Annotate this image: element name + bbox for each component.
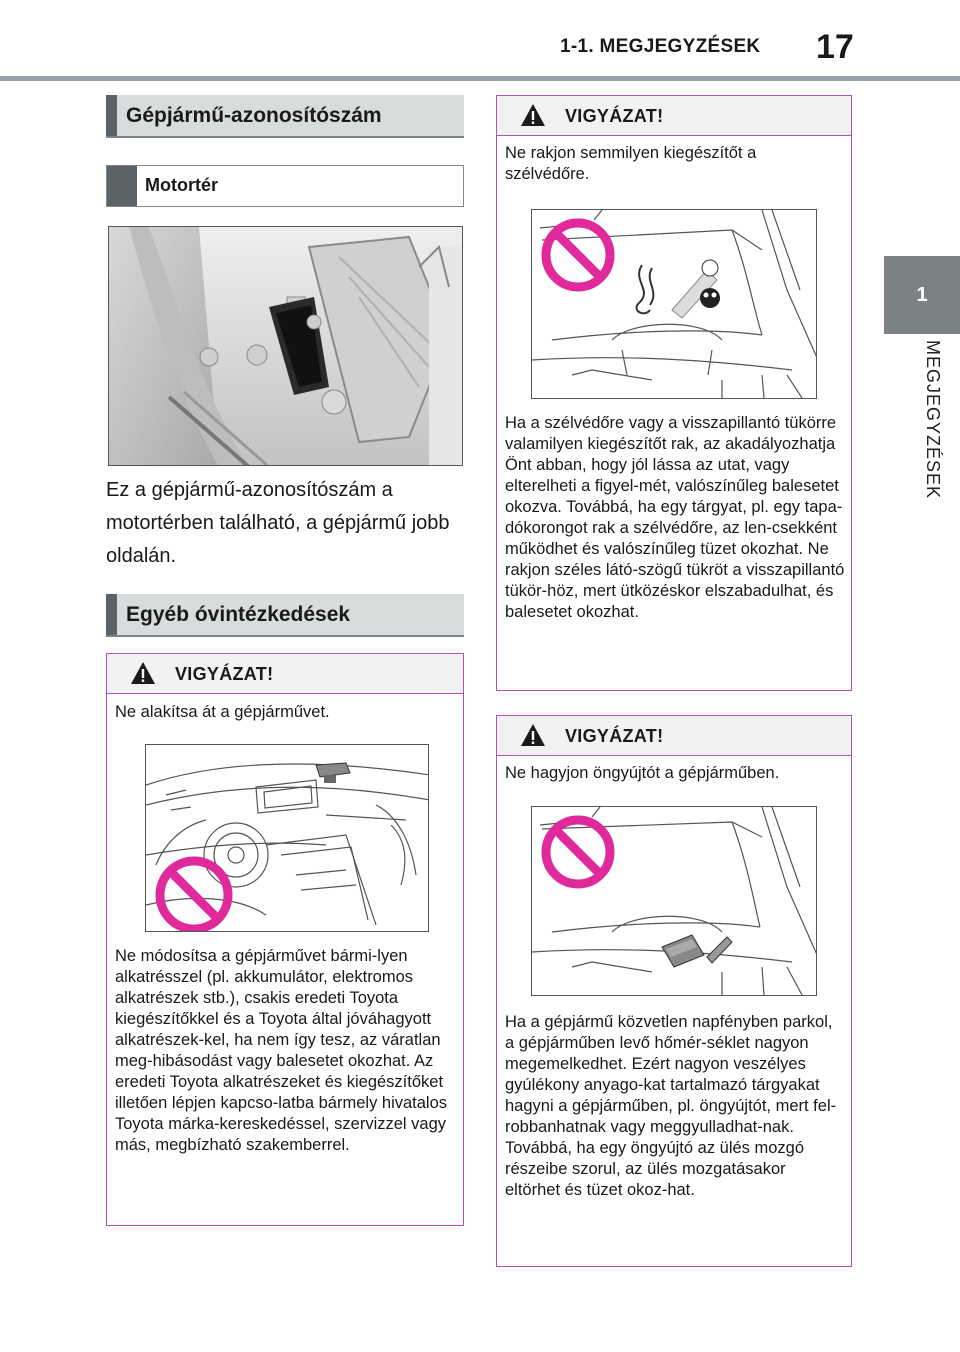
warning-paragraph: Ne módosítsa a gépjárművet bármi-lyen alkatrésszel (pl. akkumulátor, elektromos alkatrészek stb.), csakis eredeti Toyota kiegészítőkkel és a Toyota által jóváhagyott alkatrészek-kel, ha nem így tesz, az váratlan meg-hibásodást vagy balesetet okozhat. Az eredeti Toyota alkatrészeket és kiegészítőket illetően lépjen kapcso-latba bármely hivatalos Toyota márka-kereskedéssel, szervizzel vagy más, megbízható szakemberrel. [115,947,448,1154]
warning-title: VIGYÁZAT! [565,726,664,746]
prohibition-icon [546,223,610,287]
subsection-title: Motortér [145,175,218,195]
chapter-tab-label: MEGJEGYZÉSEK [923,340,943,500]
section-header-precautions [106,594,464,637]
windshield-accessory-illustration [531,209,817,399]
warning-box-modification [106,653,464,1226]
vin-location-text: Ez a gépjármű-azonosítószám a motortérben található, a gépjármű jobb oldalán. [106,479,450,567]
accessory-object [316,763,350,783]
prohibition-icon [160,861,228,929]
page-number: 17 [816,28,854,66]
header-rule [0,76,960,81]
warning-paragraph: Ha a szélvédőre vagy a visszapillantó tükörre valamilyen kiegészítőt rak, az akadályozhatja Önt abban, hogy jól lássa az utat, vagy elterelheti a figyel-mét, valószínűleg balesetet okozva. Továbbá, ha egy tárgyat, pl. egy tapa-dókorongot rak a szélvédőre, az len-csekként működhet és valószínűleg tüzet okozhat. Ne rakjon széles látó-szögű tükröt a visszapillantó tükör-höz, mert ütközéskor elszabadulhat, és balesetet okozhat. [505,414,845,621]
warning-box-lighter [496,715,852,1267]
running-header: 1-1. MEGJEGYZÉSEK [560,36,761,57]
dashboard-illustration [145,744,429,932]
section-title-vin: Gépjármű-azonosítószám [126,104,382,127]
warning-triangle-icon [520,723,546,747]
lighter-object [662,935,732,967]
warning-title: VIGYÁZAT! [175,664,274,684]
section-header-vin [106,95,464,138]
prohibition-icon [546,820,610,884]
engine-bay-photo [108,226,463,466]
warning-paragraph: Ha a gépjármű közvetlen napfényben parkol, a gépjárműben levő hőmér-séklet nagyon megemelkedhet. Ezért nagyon veszélyes gyúlékony anyago-kat tartalmazó tárgyakat hagyni a gépjárműben, pl. öngyújtót, mert fel-robbanhatnak vagy meggyulladhat-nak. Továbbá, ha egy öngyújtó az ülés mozgó részeibe szorul, az ülés mozgatásakor eltörhet és tüzet okoz-hat. [505,1013,837,1199]
lighter-in-car-illustration [531,806,817,996]
warning-lead: Ne alakítsa át a gépjárművet. [115,703,330,721]
suction-accessory [637,260,721,318]
warning-triangle-icon [130,661,156,685]
section-title-precautions: Egyéb óvintézkedések [126,603,351,626]
warning-lead: Ne rakjon semmilyen kiegészítőt a szélvédőre. [505,144,757,183]
subsection-header-engine [106,165,464,207]
chapter-tab: 1 [884,256,960,334]
warning-triangle-icon [520,103,546,127]
warning-box-windshield [496,95,852,691]
warning-title: VIGYÁZAT! [565,106,664,126]
warning-lead: Ne hagyjon öngyújtót a gépjárműben. [505,764,780,782]
